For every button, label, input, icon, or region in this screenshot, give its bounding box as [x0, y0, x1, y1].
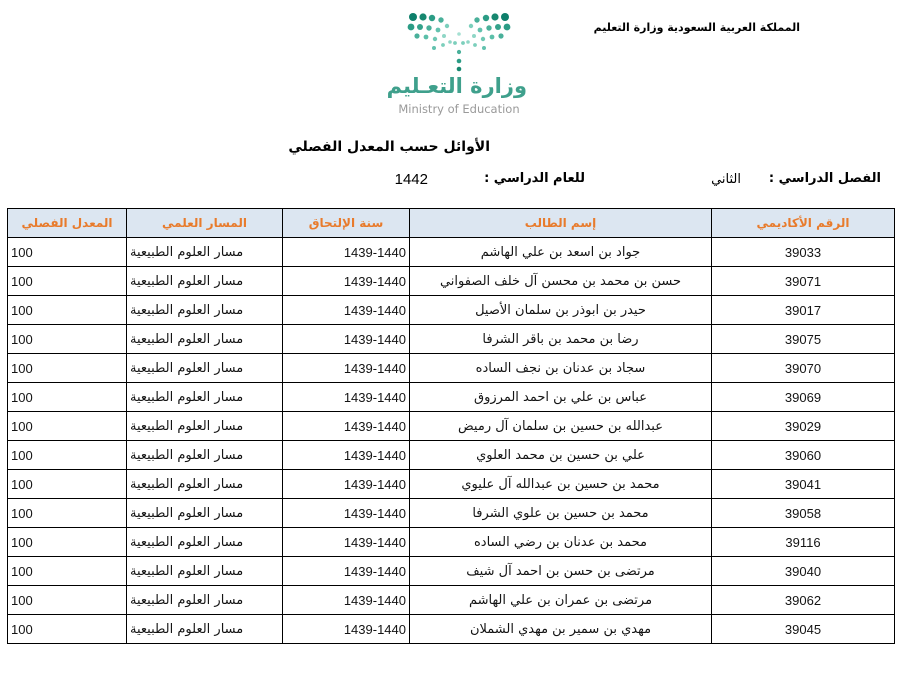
table-row [8, 441, 895, 470]
cell-academic-track: مسار العلوم الطبيعية [127, 470, 283, 499]
table-row [8, 383, 895, 412]
header-student-name: إسم الطالب [410, 209, 712, 238]
cell-academic-number: 39116 [712, 528, 895, 557]
cell-student-name: حيدر بن ابوذر بن سلمان الأصيل [410, 296, 712, 325]
table-row [8, 528, 895, 557]
cell-enrollment-year: 1439-1440 [283, 470, 410, 499]
cell-academic-number: 39058 [712, 499, 895, 528]
header-semester-gpa: المعدل الفصلي [8, 209, 127, 238]
ministry-logo-wordmark-english: Ministry of Education [398, 102, 520, 117]
cell-student-name: جواد بن اسعد بن علي الهاشم [410, 238, 712, 267]
cell-academic-track: مسار العلوم الطبيعية [127, 412, 283, 441]
cell-semester-gpa: 100 [8, 441, 127, 470]
cell-academic-track: مسار العلوم الطبيعية [127, 615, 283, 644]
ministry-logo [386, 8, 527, 117]
cell-academic-track: مسار العلوم الطبيعية [127, 528, 283, 557]
cell-student-name: محمد بن حسين بن عبدالله آل عليوي [410, 470, 712, 499]
cell-academic-number: 39071 [712, 267, 895, 296]
cell-student-name: مرتضى بن حسن بن احمد آل شيف [410, 557, 712, 586]
cell-academic-number: 39062 [712, 586, 895, 615]
ministry-logo-wordmark-arabic: وزارة التعـليم [386, 74, 527, 98]
table-row [8, 499, 895, 528]
cell-student-name: سجاد بن عدنان بن نجف الساده [410, 354, 712, 383]
cell-academic-number: 39070 [712, 354, 895, 383]
cell-enrollment-year: 1439-1440 [283, 557, 410, 586]
cell-academic-track: مسار العلوم الطبيعية [127, 586, 283, 615]
cell-semester-gpa: 100 [8, 586, 127, 615]
students-table-header [8, 209, 895, 238]
cell-semester-gpa: 100 [8, 499, 127, 528]
cell-student-name: علي بن حسين بن محمد العلوي [410, 441, 712, 470]
cell-academic-track: مسار العلوم الطبيعية [127, 325, 283, 354]
cell-student-name: مهدي بن سمير بن مهدي الشملان [410, 615, 712, 644]
cell-academic-track: مسار العلوم الطبيعية [127, 296, 283, 325]
semester-value: الثاني [711, 172, 741, 187]
cell-semester-gpa: 100 [8, 528, 127, 557]
cell-student-name: مرتضى بن عمران بن علي الهاشم [410, 586, 712, 615]
cell-academic-number: 39075 [712, 325, 895, 354]
cell-academic-number: 39029 [712, 412, 895, 441]
cell-student-name: محمد بن حسين بن علوي الشرفا [410, 499, 712, 528]
cell-semester-gpa: 100 [8, 470, 127, 499]
cell-enrollment-year: 1439-1440 [283, 499, 410, 528]
cell-enrollment-year: 1439-1440 [283, 615, 410, 644]
header-row [8, 209, 895, 238]
table-row [8, 354, 895, 383]
cell-student-name: حسن بن محمد بن محسن آل خلف الصفواني [410, 267, 712, 296]
table-row [8, 470, 895, 499]
kingdom-header-text: المملكة العربية السعودية وزارة التعليم [593, 21, 800, 34]
cell-semester-gpa: 100 [8, 383, 127, 412]
cell-semester-gpa: 100 [8, 267, 127, 296]
cell-enrollment-year: 1439-1440 [283, 441, 410, 470]
cell-academic-track: مسار العلوم الطبيعية [127, 267, 283, 296]
cell-semester-gpa: 100 [8, 325, 127, 354]
table-row [8, 267, 895, 296]
table-row [8, 557, 895, 586]
cell-academic-track: مسار العلوم الطبيعية [127, 499, 283, 528]
cell-academic-number: 39041 [712, 470, 895, 499]
header-enrollment-year: سنة الإلتحاق [283, 209, 410, 238]
cell-academic-number: 39045 [712, 615, 895, 644]
cell-semester-gpa: 100 [8, 412, 127, 441]
cell-academic-number: 39017 [712, 296, 895, 325]
cell-semester-gpa: 100 [8, 296, 127, 325]
cell-academic-track: مسار العلوم الطبيعية [127, 383, 283, 412]
table-row [8, 325, 895, 354]
header-academic-track: المسار العلمي [127, 209, 283, 238]
semester-label: الفصل الدراسي : [768, 171, 881, 186]
cell-student-name: عبدالله بن حسين بن سلمان آل رميض [410, 412, 712, 441]
cell-enrollment-year: 1439-1440 [283, 528, 410, 557]
academic-year-label: للعام الدراسي : [484, 171, 585, 186]
cell-enrollment-year: 1439-1440 [283, 383, 410, 412]
table-row [8, 615, 895, 644]
header-academic-number: الرقم الأكاديمي [712, 209, 895, 238]
cell-academic-track: مسار العلوم الطبيعية [127, 238, 283, 267]
table-row [8, 238, 895, 267]
academic-year-value: 1442 [394, 171, 428, 188]
table-row [8, 412, 895, 441]
cell-enrollment-year: 1439-1440 [283, 296, 410, 325]
cell-semester-gpa: 100 [8, 615, 127, 644]
cell-enrollment-year: 1439-1440 [283, 325, 410, 354]
cell-student-name: عباس بن علي بن احمد المرزوق [410, 383, 712, 412]
cell-semester-gpa: 100 [8, 354, 127, 383]
cell-enrollment-year: 1439-1440 [283, 586, 410, 615]
cell-enrollment-year: 1439-1440 [283, 354, 410, 383]
cell-academic-number: 39069 [712, 383, 895, 412]
ministry-logo-dots-icon [400, 8, 518, 72]
cell-academic-number: 39060 [712, 441, 895, 470]
cell-student-name: رضا بن محمد بن باقر الشرفا [410, 325, 712, 354]
cell-enrollment-year: 1439-1440 [283, 267, 410, 296]
table-row [8, 586, 895, 615]
cell-enrollment-year: 1439-1440 [283, 238, 410, 267]
cell-academic-track: مسار العلوم الطبيعية [127, 441, 283, 470]
students-table [7, 208, 895, 644]
cell-academic-track: مسار العلوم الطبيعية [127, 557, 283, 586]
cell-academic-track: مسار العلوم الطبيعية [127, 354, 283, 383]
report-title: الأوائل حسب المعدل الفصلي [288, 139, 490, 155]
students-table-body [8, 238, 895, 644]
cell-student-name: محمد بن عدنان بن رضي الساده [410, 528, 712, 557]
cell-enrollment-year: 1439-1440 [283, 412, 410, 441]
table-row [8, 296, 895, 325]
cell-semester-gpa: 100 [8, 557, 127, 586]
cell-semester-gpa: 100 [8, 238, 127, 267]
cell-academic-number: 39033 [712, 238, 895, 267]
cell-academic-number: 39040 [712, 557, 895, 586]
